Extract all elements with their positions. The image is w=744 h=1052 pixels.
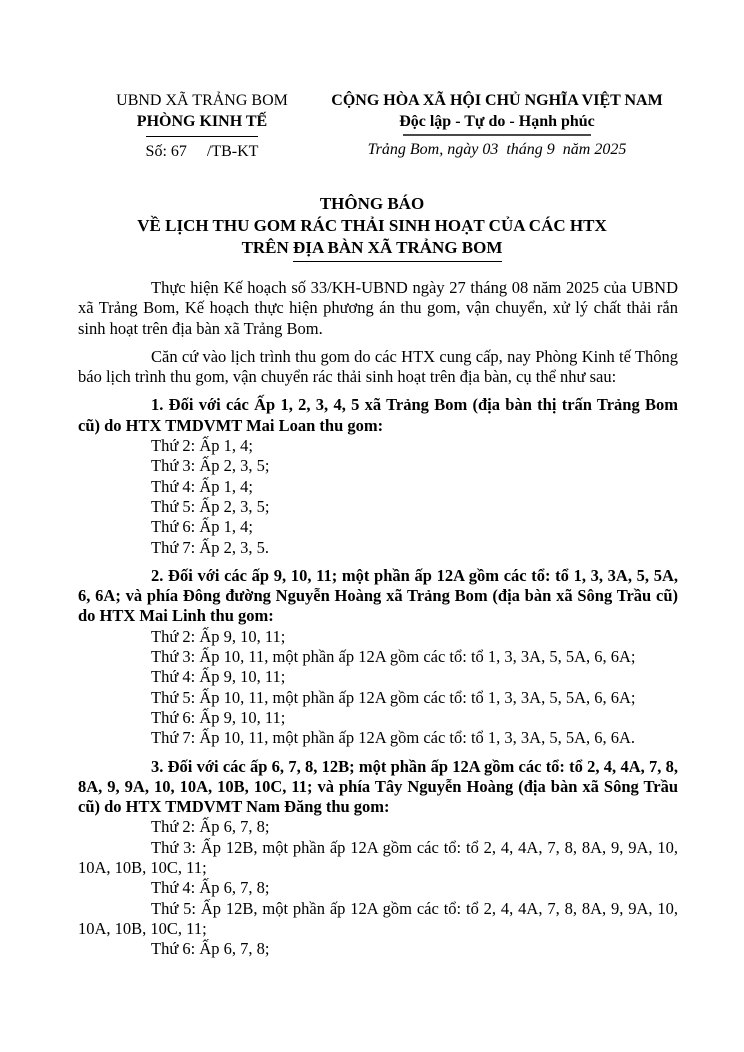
section-3-item-wednesday: Thứ 4: Ấp 6, 7, 8; — [151, 878, 270, 898]
section-3-item-friday: Thứ 6: Ấp 6, 7, 8; — [151, 939, 270, 959]
document-number: Số: 67 /TB-KT — [145, 143, 259, 160]
section-1-item-thursday: Thứ 5: Ấp 2, 3, 5; — [151, 496, 270, 516]
paragraph-2: Căn cứ vào lịch trình thu gom do các HTX cung cấp, nay Phòng Kinh tế Thông báo lịch trình thu gom, vận chuyển rác thải sinh hoạt trên địa bàn, cụ thể như sau: — [78, 346, 678, 387]
section-2-item-monday: Thứ 2: Ấp 9, 10, 11; — [151, 626, 286, 646]
section-2-item-friday: Thứ 6: Ấp 9, 10, 11; — [151, 707, 286, 727]
section-3-item-tuesday: Thứ 3: Ấp 12B, một phần ấp 12A gồm các tổ: tổ 2, 4, 4A, 7, 8, 8A, 9, 9A, 10, 10A, 10B, 10C, 11; — [78, 837, 678, 878]
section-2-item-tuesday: Thứ 3: Ấp 10, 11, một phần ấp 12A gồm các tổ: tổ 1, 3, 3A, 5, 5A, 6, 6A; — [151, 647, 636, 667]
paragraph-1: Thực hiện Kế hoạch số 33/KH-UBND ngày 27 tháng 08 năm 2025 của UBND xã Trảng Bom, Kế hoạch thực hiện phương án thu gom, vận chuyển, xử lý chất thải rắn sinh hoạt trên địa bàn xã Trảng Bom. — [78, 278, 678, 338]
section-2-item-wednesday: Thứ 4: Ấp 9, 10, 11; — [151, 667, 286, 687]
section-1-item-tuesday: Thứ 3: Ấp 2, 3, 5; — [151, 456, 270, 476]
section-1-heading: 1. Đối với các Ấp 1, 2, 3, 4, 5 xã Trảng Bom (địa bàn thị trấn Trảng Bom cũ) do HTX TMDVMT Mai Loan thu gom: — [78, 395, 678, 435]
agency-name: PHÒNG KINH TẾ — [136, 113, 268, 130]
section-3-heading: 3. Đối với các ấp 6, 7, 8, 12B; một phần ấp 12A gồm các tổ: tổ 2, 4, 4A, 7, 8, 8A, 9, 9A, 10, 10A, 10B, 10C, 11; và phía Tây Nguyễn Hoàng (địa bàn xã Sông Trầu cũ) do HTX TMDVMT Nam Đăng thu gom: — [78, 756, 678, 817]
section-3-item-thursday: Thứ 5: Ấp 12B, một phần ấp 12A gồm các tổ: tổ 2, 4, 4A, 7, 8, 8A, 9, 9A, 10, 10A, 10B, 10C, 11; — [78, 898, 678, 938]
title-line-3-underlined-text: ĐỊA BÀN XÃ TRẢNG BOM — [293, 237, 502, 262]
section-2-item-thursday: Thứ 5: Ấp 10, 11, một phần ấp 12A gồm các tổ: tổ 1, 3, 3A, 5, 5A, 6, 6A; — [151, 687, 636, 707]
document-header — [0, 0, 744, 162]
document-body — [78, 278, 678, 960]
title-line-3 — [0, 237, 744, 262]
agency-parent-name: UBND XÃ TRẢNG BOM — [116, 92, 288, 109]
section-2-heading: 2. Đối với các ấp 9, 10, 11; một phần ấp 12A gồm các tổ: tổ 1, 3, 3A, 5, 5A, 6, 6A; và phía Đông đường Nguyễn Hoàng xã Trảng Bom (địa bàn xã Sông Trầu cũ) do HTX Mai Linh thu gom: — [78, 565, 678, 626]
section-1-item-monday: Thứ 2: Ấp 1, 4; — [151, 436, 253, 456]
section-3-item-monday: Thứ 2: Ấp 6, 7, 8; — [151, 817, 270, 837]
motto-underline-rule — [403, 134, 591, 136]
section-1-item-friday: Thứ 6: Ấp 1, 4; — [151, 517, 253, 537]
section-1-item-wednesday: Thứ 4: Ấp 1, 4; — [151, 476, 253, 496]
issuing-agency-block — [77, 90, 327, 162]
national-header-block — [327, 90, 667, 162]
title-line-2: VỀ LỊCH THU GOM RÁC THẢI SINH HOẠT CỦA CÁC HTX — [137, 216, 607, 235]
section-2-item-saturday: Thứ 7: Ấp 10, 11, một phần ấp 12A gồm các tổ: tổ 1, 3, 3A, 5, 5A, 6, 6A. — [151, 728, 636, 748]
national-motto: Độc lập - Tự do - Hạnh phúc — [399, 113, 595, 130]
national-title: CỘNG HÒA XÃ HỘI CHỦ NGHĨA VIỆT NAM — [331, 92, 663, 109]
document-title — [0, 193, 744, 262]
title-line-3-prefix: TRÊN — [241, 238, 294, 257]
section-1-item-saturday: Thứ 7: Ấp 2, 3, 5. — [151, 537, 270, 557]
title-line-1: THÔNG BÁO — [319, 194, 425, 213]
agency-underline-rule — [146, 136, 258, 137]
place-and-date-line: Trảng Bom, ngày 03 tháng 9 năm 2025 — [367, 141, 627, 158]
